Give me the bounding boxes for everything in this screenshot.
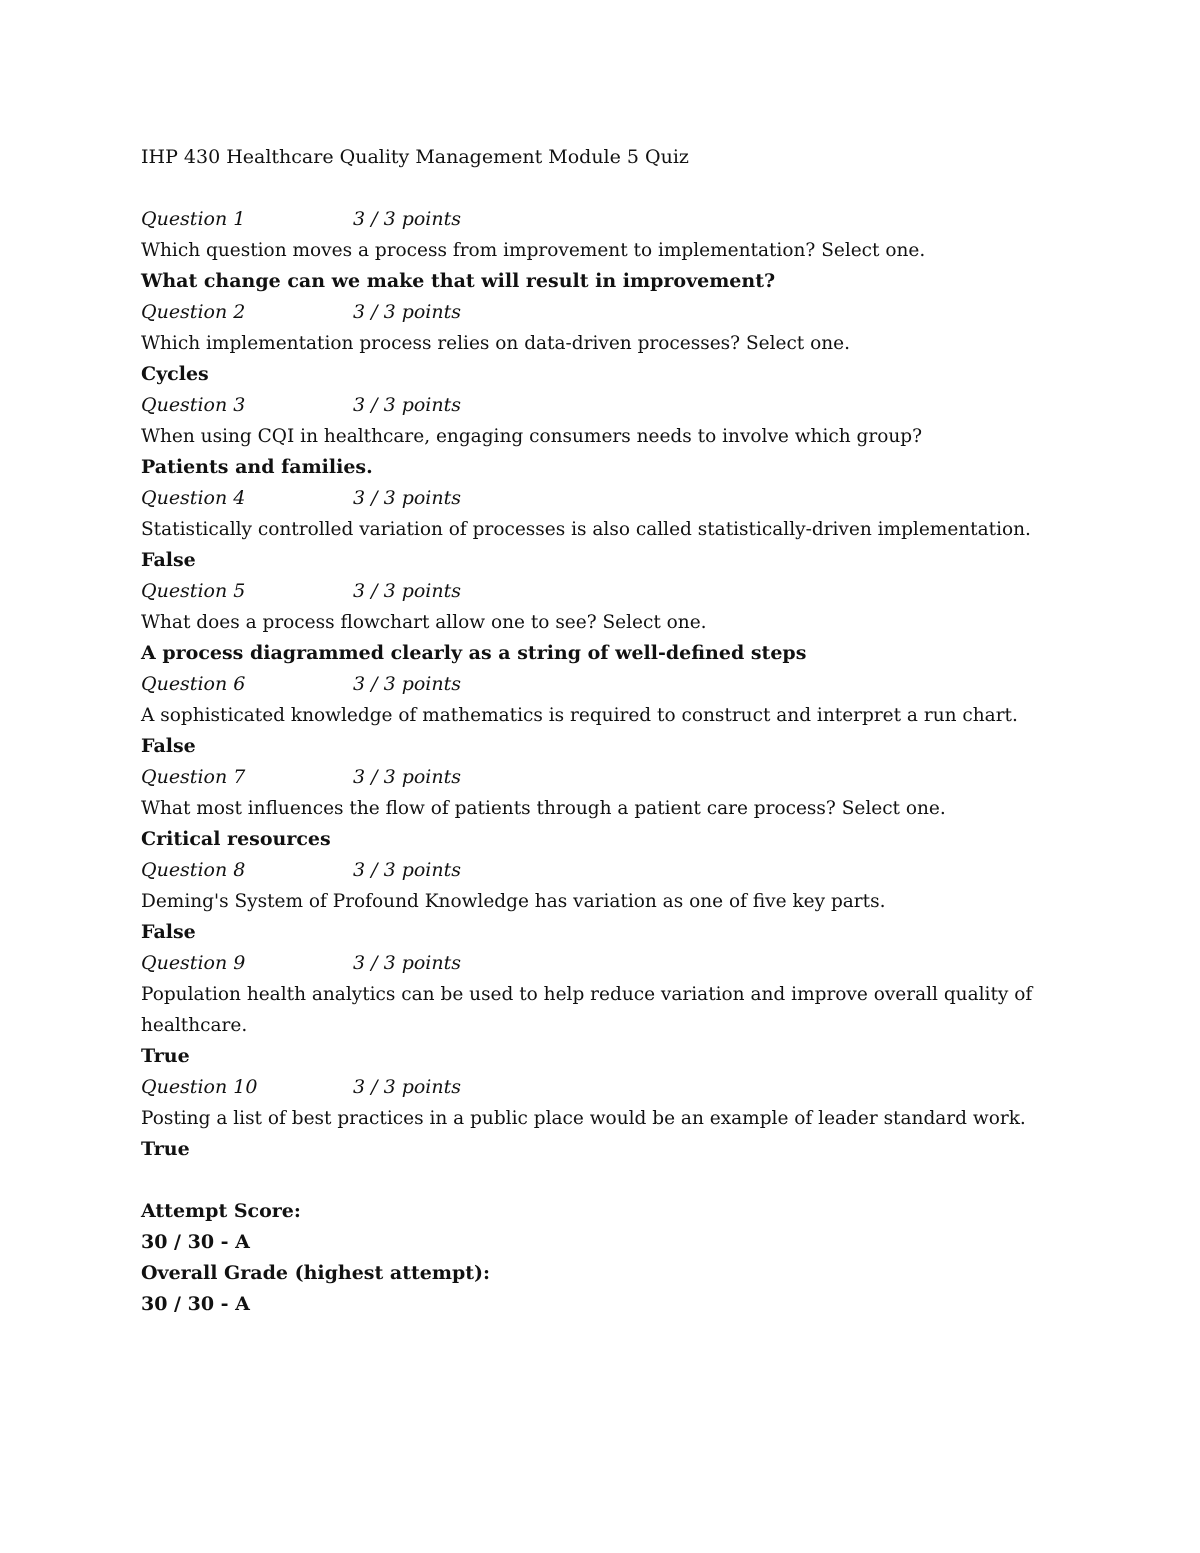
- question-header: [141, 1072, 1061, 1103]
- question-points: 3 / 3 points: [353, 580, 461, 602]
- question-8: [141, 855, 1061, 948]
- question-4: [141, 483, 1061, 576]
- question-text: Which question moves a process from improvement to implementation? Select one.: [141, 240, 926, 261]
- question-text: What does a process flowchart allow one to see? Select one.: [141, 612, 707, 633]
- spacer: [141, 173, 1061, 204]
- question-text: Population health analytics can be used to help reduce variation and improve overall quality of healthcare.: [141, 984, 1033, 1036]
- question-points: 3 / 3 points: [353, 859, 461, 881]
- score-summary: [141, 1196, 1061, 1320]
- question-answer: True: [141, 1045, 190, 1067]
- question-answer: True: [141, 1138, 190, 1160]
- question-2: [141, 297, 1061, 390]
- question-points: 3 / 3 points: [353, 208, 461, 230]
- question-text: Posting a list of best practices in a public place would be an example of leader standard work.: [141, 1108, 1026, 1129]
- question-text: What most influences the flow of patients through a patient care process? Select one.: [141, 798, 946, 819]
- question-points: 3 / 3 points: [353, 766, 461, 788]
- question-text: When using CQI in healthcare, engaging consumers needs to involve which group?: [141, 426, 923, 447]
- question-label: Question 3: [141, 394, 246, 416]
- question-answer: False: [141, 549, 196, 571]
- question-answer: What change can we make that will result in improvement?: [141, 270, 776, 292]
- question-header: [141, 762, 1061, 793]
- document-content: [141, 142, 1061, 1320]
- attempt-score-value: 30 / 30 - A: [141, 1231, 250, 1253]
- question-9: [141, 948, 1061, 1072]
- question-header: [141, 297, 1061, 328]
- question-answer: Critical resources: [141, 828, 331, 850]
- question-text: Statistically controlled variation of processes is also called statistically-driven implementation.: [141, 519, 1031, 540]
- question-label: Question 6: [141, 673, 246, 695]
- overall-grade-label: Overall Grade (highest attempt):: [141, 1262, 491, 1284]
- question-label: Question 2: [141, 301, 246, 323]
- overall-grade-value: 30 / 30 - A: [141, 1293, 250, 1315]
- question-points: 3 / 3 points: [353, 487, 461, 509]
- question-header: [141, 576, 1061, 607]
- question-header: [141, 390, 1061, 421]
- question-label: Question 7: [141, 766, 246, 788]
- question-7: [141, 762, 1061, 855]
- question-label: Question 4: [141, 487, 246, 509]
- attempt-score-label: Attempt Score:: [141, 1200, 301, 1222]
- question-label: Question 5: [141, 580, 246, 602]
- question-5: [141, 576, 1061, 669]
- page-title: IHP 430 Healthcare Quality Management Module 5 Quiz: [141, 146, 689, 168]
- question-points: 3 / 3 points: [353, 1076, 461, 1098]
- question-points: 3 / 3 points: [353, 673, 461, 695]
- question-header: [141, 669, 1061, 700]
- question-3: [141, 390, 1061, 483]
- question-label: Question 10: [141, 1076, 258, 1098]
- question-points: 3 / 3 points: [353, 301, 461, 323]
- question-text: A sophisticated knowledge of mathematics is required to construct and interpret a run chart.: [141, 705, 1018, 726]
- question-answer: False: [141, 921, 196, 943]
- question-header: [141, 204, 1061, 235]
- question-header: [141, 483, 1061, 514]
- question-label: Question 1: [141, 208, 246, 230]
- question-text: Which implementation process relies on data-driven processes? Select one.: [141, 333, 850, 354]
- spacer: [141, 1165, 1061, 1196]
- question-points: 3 / 3 points: [353, 952, 461, 974]
- question-answer: False: [141, 735, 196, 757]
- question-1: [141, 204, 1061, 297]
- question-points: 3 / 3 points: [353, 394, 461, 416]
- question-6: [141, 669, 1061, 762]
- question-header: [141, 855, 1061, 886]
- question-10: [141, 1072, 1061, 1165]
- question-header: [141, 948, 1061, 979]
- question-answer: A process diagrammed clearly as a string of well-defined steps: [141, 642, 807, 664]
- question-text: Deming's System of Profound Knowledge has variation as one of five key parts.: [141, 891, 886, 912]
- question-answer: Patients and families.: [141, 456, 373, 478]
- question-label: Question 9: [141, 952, 246, 974]
- question-label: Question 8: [141, 859, 246, 881]
- question-answer: Cycles: [141, 363, 209, 385]
